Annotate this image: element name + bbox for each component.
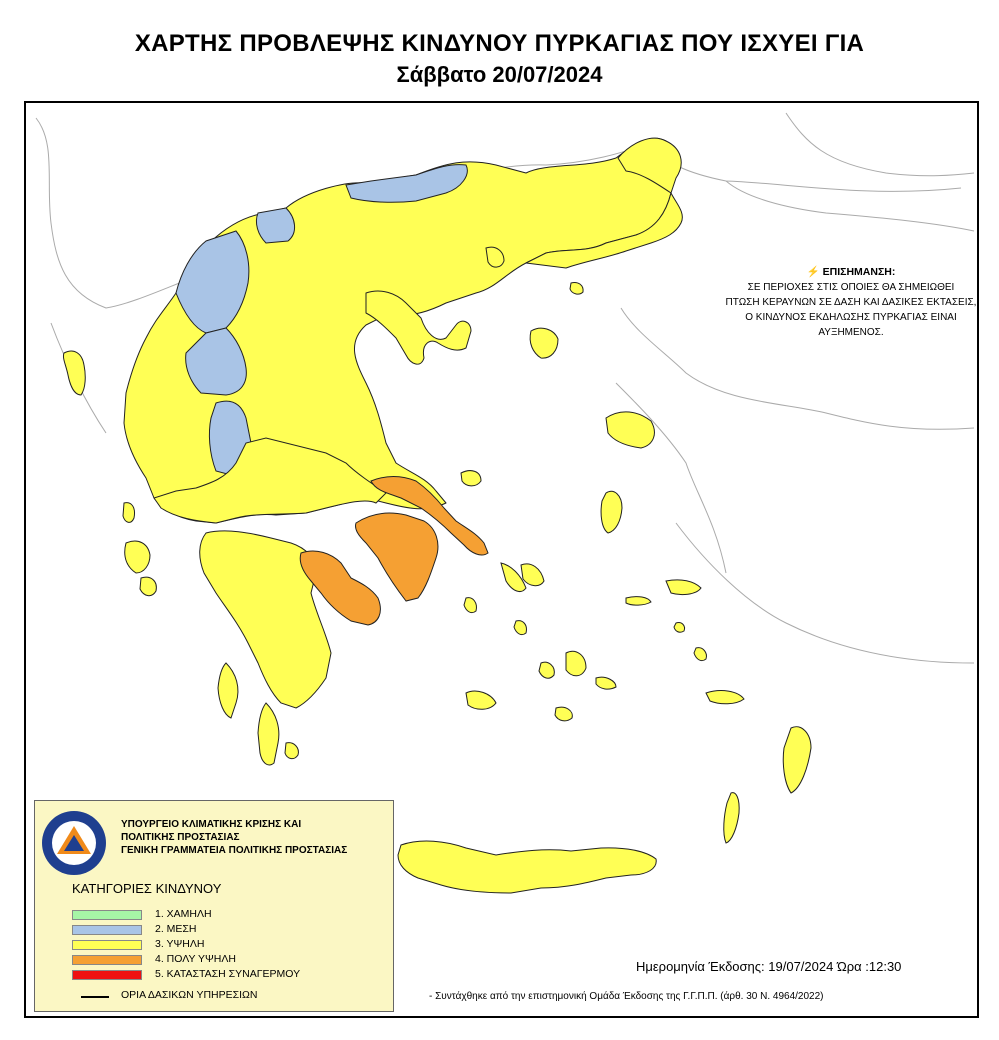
category-label-medium: 2. ΜΕΣΗ [155, 923, 197, 935]
island-naxos [566, 651, 586, 675]
island-amorgos [596, 677, 616, 689]
island-lesvos [606, 412, 654, 448]
notice-heading-row [716, 265, 979, 280]
region-mani [258, 703, 279, 765]
category-label-low: 1. ΧΑΜΗΛΗ [155, 908, 212, 920]
region-medium-kilkis [256, 208, 294, 243]
island-crete [398, 841, 656, 893]
notice-heading: ΕΠΙΣΗΜΑΝΣΗ: [822, 266, 896, 278]
island-zakynthos [140, 577, 156, 595]
peloponnese [200, 531, 381, 765]
island-karpathos [724, 793, 739, 843]
category-label-high: 3. ΥΨΗΛΗ [155, 938, 205, 950]
island-patmos [674, 623, 685, 633]
map-frame [24, 101, 979, 1018]
island-paros [539, 662, 554, 678]
category-swatch-alarm [72, 970, 142, 980]
island-kos [706, 691, 744, 704]
notice-box [716, 265, 979, 340]
island-chios [601, 491, 622, 533]
notice-line-3: Ο ΚΙΝΔΥΝΟΣ ΕΚΔΗΛΩΣΗΣ ΠΥΡΚΑΓΙΑΣ ΕΙΝΑΙ ΑΥΞΗΜΕΝΟΣ. [745, 312, 957, 338]
crete [398, 841, 656, 893]
island-samos [666, 580, 701, 595]
island-skyros [521, 564, 544, 586]
island-kefalonia [125, 541, 150, 573]
category-swatch-high [72, 940, 142, 950]
island-kalymnos [694, 648, 706, 661]
island-skiathos [461, 471, 481, 486]
island-thira [555, 707, 572, 721]
island-samothraki [570, 282, 583, 294]
ministry-line-2: ΠΟΛΙΤΙΚΗΣ ΠΡΟΣΤΑΣΙΑΣ [121, 832, 240, 843]
map-date: Σάββατο 20/07/2024 [396, 62, 603, 87]
ministry-line-3: ΓΕΝΙΚΗ ΓΡΑΜΜΑΤΕΙΑ ΠΟΛΙΤΙΚΗΣ ΠΡΟΣΤΑΣΙΑΣ [121, 845, 348, 856]
civil-protection-logo [40, 809, 108, 877]
category-swatch-very-high [72, 955, 142, 965]
island-ikaria [626, 597, 651, 606]
map-title: ΧΑΡΤΗΣ ΠΡΟΒΛΕΨΗΣ ΚΙΝΔΥΝΟΥ ΠΥΡΚΑΓΙΑΣ ΠΟΥ ΙΣΧΥΕΙ ΓΙΑ [134, 30, 865, 57]
lightning-icon: ⚡ [806, 266, 820, 278]
aegean-islands [461, 247, 701, 605]
ministry-text [121, 818, 347, 857]
ministry-line-1: ΥΠΟΥΡΓΕΙΟ ΚΛΙΜΑΤΙΚΗΣ ΚΡΙΣΗΣ ΚΑΙ [121, 819, 302, 830]
boundary-line-sample [81, 996, 109, 998]
boundary-label: ΟΡΙΑ ΔΑΣΙΚΩΝ ΥΠΗΡΕΣΙΩΝ [121, 989, 258, 1001]
island-milos [466, 691, 496, 709]
island-kythira [285, 743, 298, 759]
island-kea [464, 598, 476, 613]
notice-line-2: ΠΤΩΣΗ ΚΕΡΑΥΝΩΝ ΣΕ ΔΑΣΗ ΚΑΙ ΔΑΣΙΚΕΣ ΕΚΤΑΣΕΙΣ, [725, 297, 977, 308]
notice-line-1: ΣΕ ΠΕΡΙΟΧΕΣ ΣΤΙΣ ΟΠΟΙΕΣ ΘΑ ΣΗΜΕΙΩΘΕΙ [747, 282, 955, 293]
category-label-alarm: 5. ΚΑΤΑΣΤΑΣΗ ΣΥΝΑΓΕΡΜΟΥ [155, 968, 301, 980]
island-lefkada [123, 503, 135, 523]
category-swatch-medium [72, 925, 142, 935]
region-messinia [218, 663, 238, 718]
island-corfu [63, 351, 85, 395]
issue-date: Ημερομηνία Έκδοσης: 19/07/2024 Ώρα :12:30 [636, 959, 902, 974]
category-label-very-high: 4. ΠΟΛΥ ΥΨΗΛΗ [155, 953, 236, 965]
categories-title: ΚΑΤΗΓΟΡΙΕΣ ΚΙΝΔΥΝΟΥ [72, 881, 222, 896]
legend-box [34, 800, 394, 1012]
island-rhodes [783, 727, 811, 793]
island-syros [514, 621, 526, 635]
credit-note: - Συντάχθηκε από την επιστημονική Ομάδα Έκδοσης της Γ.Γ.Π.Π. (άρθ. 30 Ν. 4964/2022) [429, 991, 824, 1002]
island-lemnos [530, 328, 558, 358]
category-swatch-low [72, 910, 142, 920]
